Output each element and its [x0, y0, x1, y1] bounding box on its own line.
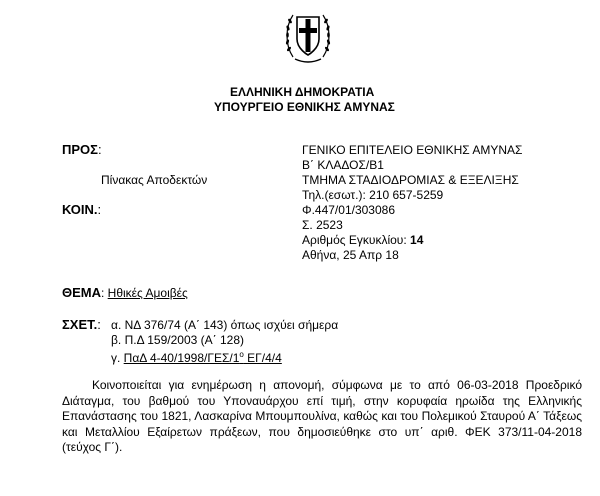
circular-number: Αριθμός Εγκυκλίου: 14	[302, 233, 424, 247]
to-line-4: Τηλ.(εσωτ.): 210 657-5259	[302, 188, 444, 202]
cc-label: ΚΟΙΝ.:	[62, 202, 102, 217]
sigma-number: Σ. 2523	[302, 218, 343, 232]
subject-text: Ηθικές Αμοιβές	[107, 286, 188, 300]
place-date: Αθήνα, 25 Απρ 18	[302, 248, 399, 262]
reference-item-c: γ. ΠαΔ $4-40/1998/\Gamma E\Sigma/1^o$ ΕΓ/4/4	[111, 350, 282, 365]
to-line-1: ΓΕΝΙΚΟ ΕΠΙΤΕΛΕΙΟ ΕΘΝΙΚΗΣ ΑΜΥΝΑΣ	[302, 143, 523, 157]
reference-item-b: β. Π.Δ 159/2003 (Α΄ 128)	[111, 333, 244, 347]
header-ministry: ΥΠΟΥΡΓΕΙΟ ΕΘΝΙΚΗΣ ΑΜΥΝΑΣ	[214, 100, 395, 114]
reference-item-c-link[interactable]: ΠαΔ $4-40/1998/\Gamma E\Sigma/1^o$ ΕΓ/4/4	[123, 350, 282, 365]
subject-line: ΘΕΜΑ: Ηθικές Αμοιβές	[62, 285, 188, 300]
recipients-list-label: Πίνακας Αποδεκτών	[101, 173, 208, 187]
to-line-2: Β΄ ΚΛΑΔΟΣ/Β1	[302, 158, 384, 172]
file-number: Φ.447/01/303086	[302, 203, 395, 217]
body-paragraph: Κοινοποιείται για ενημέρωση η απονομή, σύμφωνα με το από 06-03-2018 Προεδρικό Διάταγμα, του βαθμού του Υποναυάρχου επί τιμή, στην κορυφαία ηρωίδα της Ελληνικής Επανάστασης του 1821, Λασκαρίνα Μπουμπουλίνα, καθώς και του Πολεμικού Σταυρού Α΄ Τάξεως και Μεταλλίου Εξαίρετων πράξεων, που δημοσιεύθηκε στο υπ΄ αριθ. ΦΕΚ 373/11-04-2018 (τεύχος Γ΄).	[62, 378, 582, 454]
to-label: ΠΡΟΣ:	[62, 142, 102, 157]
to-line-3: ΤΜΗΜΑ ΣΤΑΔΙΟΔΡΟΜΙΑΣ & ΕΞΕΛΙΞΗΣ	[302, 173, 519, 187]
header-republic: ΕΛΛΗΝΙΚΗ ΔΗΜΟΚΡΑΤΙΑ	[230, 85, 375, 99]
reference-item-a: α. ΝΔ 376/74 (Α΄ 143) όπως ισχύει σήμερα	[111, 318, 339, 332]
greek-coat-of-arms-emblem	[283, 5, 333, 67]
references-label: ΣΧΕΤ.:	[62, 317, 101, 332]
